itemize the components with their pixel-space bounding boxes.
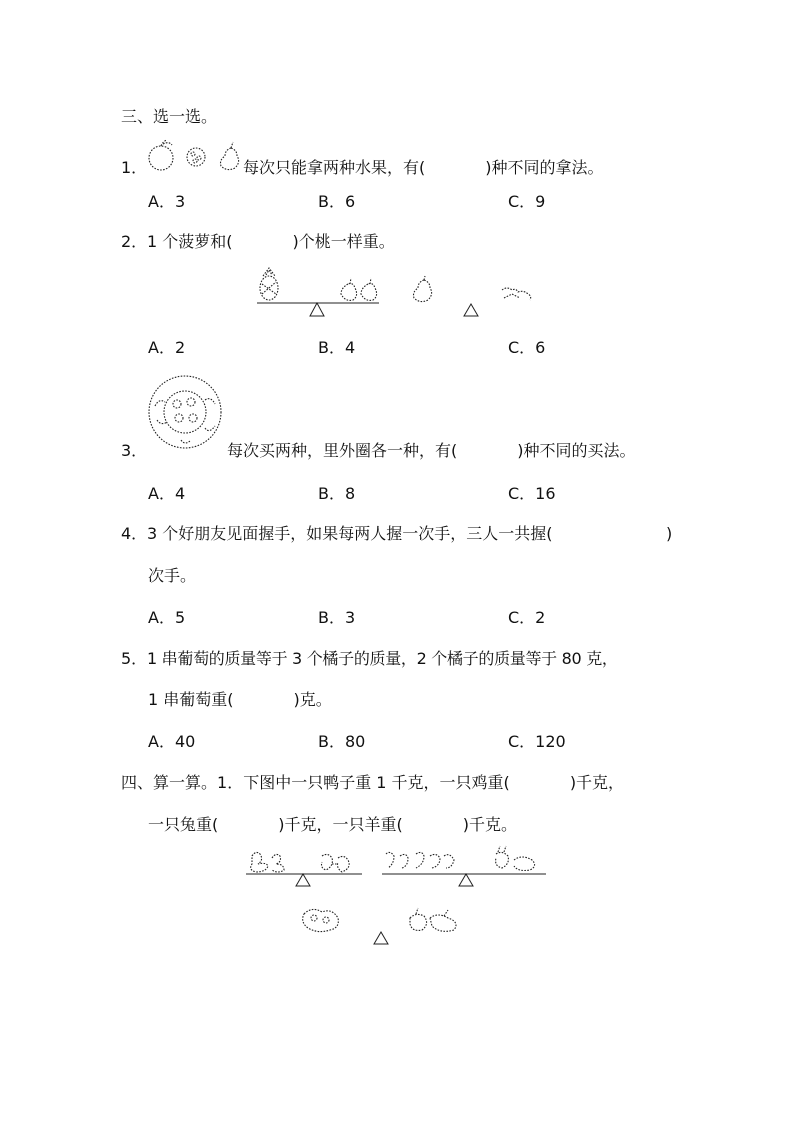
- q1-option-c[interactable]: C．9: [508, 192, 546, 211]
- q4-option-b[interactable]: B．3: [318, 608, 356, 627]
- peach-icon: [341, 278, 377, 300]
- section-title-3: 三、选一选。: [121, 107, 218, 126]
- q5-text-line1: 1 串葡萄的质量等于 3 个橘子的质量，2 个橘子的质量等于 80 克，: [147, 649, 618, 668]
- balance-chicken-rabbit: [380, 846, 550, 888]
- strawberry-icon: [187, 148, 205, 166]
- section4-line2: 一只兔重( )千克，一只羊重( )千克。: [148, 815, 517, 834]
- q1-text: 每次只能拿两种水果，有( )种不同的拿法。: [243, 158, 604, 177]
- duck-icon: [251, 852, 284, 872]
- q2-balance-left: [255, 266, 385, 320]
- q5-option-c[interactable]: C．120: [508, 732, 566, 751]
- q2-text: 1 个菠萝和( )个桃一样重。: [147, 232, 395, 251]
- q3-option-c[interactable]: C．16: [508, 484, 556, 503]
- q4-option-c[interactable]: C．2: [508, 608, 546, 627]
- pineapple-icon: [260, 268, 278, 300]
- q1-fruit-figure: [145, 138, 243, 174]
- q3-text: 每次买两种，里外圈各一种，有( )种不同的买法。: [227, 441, 636, 460]
- fruit-icon: [173, 398, 197, 422]
- balance-sheep-rabbit: [298, 904, 468, 948]
- pear-icon: [414, 276, 432, 302]
- q5-option-a[interactable]: A．40: [148, 732, 196, 751]
- q4-answer-blank[interactable]: [612, 524, 666, 544]
- section-title-4: 四、算一算。: [121, 773, 218, 792]
- apple-icon: [149, 140, 173, 170]
- q5-number: 5．: [121, 649, 148, 668]
- q4-option-a[interactable]: A．5: [148, 608, 186, 627]
- rabbit-icon: [410, 908, 456, 931]
- q5-text-line2: 1 串葡萄重( )克。: [148, 690, 332, 709]
- q3-number: 3．: [121, 441, 148, 460]
- q3-option-b[interactable]: B．8: [318, 484, 356, 503]
- vegetable-icon: [155, 399, 215, 443]
- q4-close-paren: ): [666, 524, 673, 543]
- section4-line1: 四、算一算。1．下图中一只鸭子重 1 千克，一只鸡重( )千克，: [121, 773, 625, 792]
- q2-option-a[interactable]: A．2: [148, 338, 186, 357]
- q2-option-c[interactable]: C．6: [508, 338, 546, 357]
- q1-option-b[interactable]: B．6: [318, 192, 356, 211]
- q4-number: 4．: [121, 524, 148, 543]
- q3-circle-figure: [145, 376, 225, 452]
- pear-icon: [221, 142, 239, 170]
- chicken-icon: [322, 854, 350, 872]
- q4-text: 3 个好朋友见面握手，如果每两人握一次手，三人一共握(: [147, 524, 553, 543]
- sheep-icon: [303, 909, 339, 931]
- q1-number: 1．: [121, 158, 148, 177]
- q2-balance-right: [412, 276, 542, 322]
- balance-duck-chicken: [244, 846, 364, 888]
- chicken-icon: [386, 852, 454, 868]
- q2-option-b[interactable]: B．4: [318, 338, 356, 357]
- q2-number: 2．: [121, 232, 148, 251]
- q5-option-b[interactable]: B．80: [318, 732, 366, 751]
- q4-text-line2: 次手。: [148, 566, 197, 585]
- q1-option-a[interactable]: A．3: [148, 192, 186, 211]
- rabbit-icon: [496, 846, 535, 871]
- peach-icon: [502, 288, 531, 300]
- q3-option-a[interactable]: A．4: [148, 484, 186, 503]
